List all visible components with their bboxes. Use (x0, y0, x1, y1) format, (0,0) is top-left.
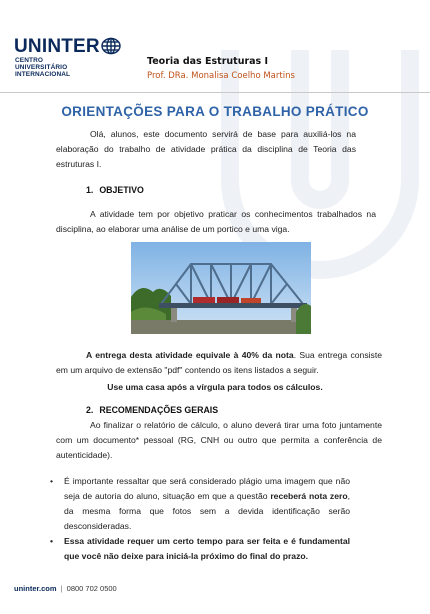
section-2-heading (86, 405, 218, 415)
logo-subtitle (15, 57, 70, 78)
professor-name: Prof. DRa. Monalisa Coelho Martins (147, 71, 295, 81)
list-item (50, 534, 350, 564)
footer-site: uninter.com (14, 584, 57, 593)
page-footer (14, 584, 117, 593)
header-divider (0, 92, 430, 93)
section-1-heading (86, 185, 144, 195)
section-title: OBJETIVO (99, 185, 144, 195)
recommendations-paragraph: Ao finalizar o relatório de cálculo, o aluno deverá tirar uma foto juntamente com um documento* pessoal (RG, CNH ou outro que permita a conferência de autenticidade). (56, 420, 382, 460)
bullet-bold-text: receberá nota zero (270, 491, 348, 501)
bullet-icon: • (50, 476, 54, 486)
document-header (14, 36, 414, 88)
comma-note: Use uma casa após a vírgula para todos os cálculos. (107, 382, 323, 392)
uninter-logo-text: UNINTER (14, 36, 100, 57)
logo-sub-line: UNIVERSITÁRIO (15, 64, 68, 71)
delivery-rest-text: . Sua entrega consiste em um arquivo de extensão "pdf" contendo os itens listados a seguir. (56, 350, 382, 375)
course-title: Teoria das Estruturas I (147, 56, 269, 67)
delivery-bold-text: A entrega desta atividade equivale à 40% da nota (86, 350, 294, 360)
logo-sub-line: CENTRO (15, 57, 44, 64)
section-number: 2. (86, 405, 94, 415)
truss-bridge-photo (131, 242, 311, 334)
bullet-text-1: É importante ressaltar que será considerado plágio uma imagem que não seja de autoria do aluno, situação em que a questão (64, 476, 350, 501)
footer-separator: | (60, 584, 63, 593)
intro-paragraph: Olá, alunos, este documento servirá de base para auxiliá-los na elaboração do trabalho de atividade prática da disciplina de Teoria das estruturas I. (56, 129, 356, 169)
section-number: 1. (86, 185, 94, 195)
footer-phone: 0800 702 0500 (66, 584, 117, 593)
bullet-icon: • (50, 536, 54, 546)
list-item (50, 474, 350, 534)
page-title: ORIENTAÇÕES PARA O TRABALHO PRÁTICO (61, 104, 369, 119)
objective-paragraph: A atividade tem por objetivo praticar os conhecimentos trabalhados na disciplina, ao elaborar uma análise de um portico e uma viga. (56, 209, 376, 234)
logo-sub-line: INTERNACIONAL (15, 71, 71, 78)
bullet-text-1b: , da mesma forma que fotos sem a devida identificação serão desconsideradas. (64, 491, 350, 531)
globe-logo-icon (100, 37, 122, 55)
bullet-text-2: Essa atividade requer um certo tempo para ser feita e é fundamental que você não deixe para iniciá-la próximo do final do prazo. (64, 536, 350, 561)
bullet-list (50, 474, 350, 564)
delivery-paragraph (56, 348, 382, 378)
section-title: RECOMENDAÇÕES GERAIS (99, 405, 219, 415)
